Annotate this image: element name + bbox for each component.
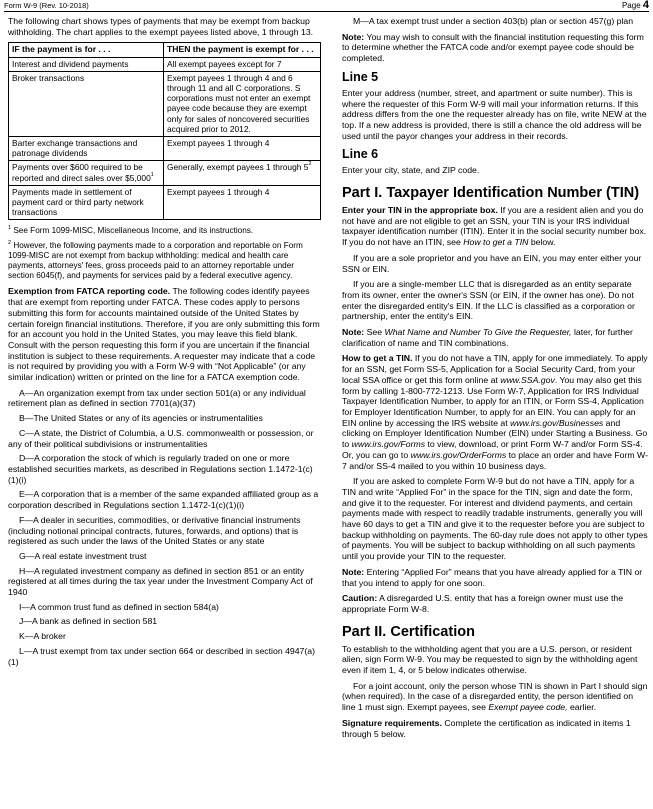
table-cell-exempt: All exempt payees except for 7 (164, 57, 321, 71)
fatca-code-f: F—A dealer in securities, commodities, or derivative financial instruments (including notional principal contracts, futures, forwards, and options) that is registered as such under the laws of the United States or any state (8, 514, 301, 547)
exempt-payments-table (8, 42, 321, 220)
tin-paragraph (342, 205, 648, 248)
table-cell-payment: Payments made in settlement of payment card or third party network transactions (9, 185, 164, 220)
tin-end: below. (530, 237, 556, 248)
note-name-tin (342, 327, 648, 348)
certification-text: To establish to the withholding agent that you are a U.S. person, or resident alien, sign Form W-9. You may be requested to sign by the withholding agent even if item 1, 4, or 5 below indicates otherwise. (342, 643, 638, 676)
fatca-code-a: A—An organization exempt from tax under section 501(a) or any individual retirement plan as defined in section 7701(a)(37) (8, 387, 306, 409)
fatca-code-k: K—A broker (19, 631, 66, 642)
tin-lead: Enter your TIN in the appropriate box. (342, 205, 498, 216)
table-row (9, 185, 321, 220)
tin-text: If you are a resident alien and you do not have and are not eligible to get an SSN, your TIN is your IRS individual taxpayer identification number (ITIN). Enter it in the social security number box. If you do not have an ITIN, see (342, 205, 647, 248)
page-number: 4 (642, 0, 649, 11)
fatca-heading: Exemption from FATCA reporting code. (8, 286, 171, 297)
note-applied (342, 567, 648, 588)
part2-heading: Part II. Certification (342, 623, 475, 640)
how-to-get-tin (342, 353, 648, 471)
line5-text: Enter your address (number, street, and apartment or suite number). This is where the requester of this Form W-9 will mail your information returns. If this address differs from the one the requester already has on file, write NEW at the top. If a new address is provided, there is still a chance the old address will be used until the payor changes your address in their records. (342, 87, 647, 141)
fatca-text: The following codes identify payees that are exempt from reporting under FATCA. These codes apply to persons submitting this form for accounts maintained outside of the United States by certain foreign financial institutions. Therefore, if you are only submitting this form for an account you hold in the United States, you may leave this field blank. Consult with the person requesting this form if you are uncertain if the financial institution is subject to these requirements. A requester may indicate that a code is not required by providing you with a Form W-9 with “Not Applicable” (or any similar indication) written or printed on the line for a FATCA exemption code. (8, 286, 320, 383)
cell-text: Payments over $600 required to be reported and direct sales over $5,000 (12, 162, 151, 183)
fatca-code-b: B—The United States or any of its agencies or instrumentalities (19, 413, 263, 424)
table-cell-exempt: Exempt payees 1 through 4 and 6 through 11 and all C corporations. S corporations must not enter an exempt payee code because they are exempt only for sales of noncovered securities acquired prior to 2012. (164, 71, 321, 136)
howto-text: If you do not have a TIN, apply for one immediately. To apply for an SSN, get Form SS-5, Application for a Social Security Card, from your local SSA office or get this form online at (342, 353, 648, 385)
signature-requirements (342, 718, 648, 739)
fatca-code-l: L—A trust exempt from tax under section 664 or described in section 4947(a)(1) (8, 645, 316, 667)
fatca-code-c: C—A state, the District of Columbia, a U.S. commonwealth or possession, or any of their political subdivisions or instrumentalities (8, 427, 314, 449)
irs-businesses-link[interactable]: www.irs.gov/Businesses (510, 417, 604, 428)
fatca-code-d: D—A corporation the stock of which is regularly traded on one or more established securities markets, as described in Regulations section 1.1472-1(c)(1)(i) (8, 453, 313, 485)
footnote-text: See Form 1099-MISC, Miscellaneous Income, and its instructions. (13, 226, 254, 236)
tin-italic: How to get a TIN (463, 237, 529, 248)
howto-text: . You may also get this form by calling 1-800-772-1213. Use Form W-7, Application for IRS Individual Taxpayer Identification Number, to apply for an ITIN, or Form SS-4, Application for Employer Identification Number, to apply for an EIN. You can apply for an EIN online by accessing the IRS website at (342, 374, 644, 428)
right-column (342, 16, 648, 744)
table-cell-payment (9, 161, 164, 185)
fatca-paragraph (8, 286, 321, 382)
fatca-code-i: I—A common trust fund as defined in section 584(a) (19, 601, 219, 612)
irs-orderforms-link[interactable]: www.irs.gov/OrderForms (410, 449, 507, 460)
note-fatca (342, 32, 648, 64)
sig-text: Complete the certification as indicated in items 1 through 5 below. (342, 717, 631, 739)
footnote-text: However, the following payments made to a corporation and reportable on Form 1099-MISC are not exempt from backup withholding: medical and health care payments, attorneys' fees, gross proceeds paid to an attorney reportable under section 6045(f), and payments for services paid by a federal executive agency. (8, 241, 303, 281)
chart-intro: The following chart shows types of payments that may be exempt from backup withholding. The chart applies to the exempt payees listed above, 1 through 13. (8, 16, 314, 37)
footnote-ref: 2 (308, 161, 312, 168)
table-row (9, 137, 321, 161)
footnote-2 (8, 241, 321, 281)
fatca-code-h: H—A regulated investment company as defined in section 851 or an entity registered at all times during the tax year under the Investment Company Act of 1940 (8, 565, 313, 598)
table-header-exempt: THEN the payment is exempt for . . . (164, 43, 321, 57)
table-row (9, 161, 321, 185)
fatca-code-m: M—A tax exempt trust under a section 403(b) plan or section 457(g) plan (353, 16, 634, 26)
howto-text: and clicking on Employer Identification Number (EIN) under Starting a Business. Go to (342, 417, 648, 450)
part1-heading: Part I. Taxpayer Identification Number (TIN) (342, 185, 640, 202)
caution-paragraph (342, 593, 648, 614)
note-text: You may wish to consult with the financial institution requesting this form to determine whether the FATCA code and/or exempt payee code should be completed. (342, 31, 644, 64)
joint-italic: Exempt payee code, (488, 702, 568, 713)
footnote-1 (8, 226, 321, 236)
joint-account-text (342, 681, 648, 713)
fatca-code-e: E—A corporation that is a member of the same expanded affiliated group as a corporation described in Regulations section 1.1472-1(c)(1)(i) (8, 489, 319, 511)
note-label: Note: (342, 327, 365, 338)
left-column (8, 16, 321, 671)
table-cell-exempt (164, 161, 321, 185)
page-indicator (622, 0, 649, 11)
note-italic: What Name and Number To Give the Requester, (384, 327, 572, 338)
caution-label: Caution: (342, 593, 378, 604)
sole-proprietor-text: If you are a sole proprietor and you have an EIN, you may enter either your SSN or EIN. (342, 252, 642, 274)
howto-text: to place an order and have Form W-7 and/or SS-4 mailed to you within 10 business days. (342, 449, 648, 471)
fatca-code-g: G—A real estate investment trust (19, 550, 147, 561)
table-cell-payment: Interest and dividend payments (9, 57, 164, 71)
applied-for-text: If you are asked to complete Form W-9 but do not have a TIN, apply for a TIN and write “Applied For” in the space for the TIN, sign and date the form, and give it to the requester. For interest and dividend payments, and certain payments made with respect to readily tradable instruments, generally you will have 60 days to get a TIN and give it to the requester before you are subject to backup withholding on payments. The 60-day rule does not apply to other types of payments. You will be subject to backup withholding on all such payments until you provide your TIN to the requester. (342, 476, 648, 562)
table-cell-exempt: Exempt payees 1 through 4 (164, 137, 321, 161)
llc-text: If you are a single-member LLC that is disregarded as an entity separate from its owner, enter the owner's SSN (or EIN, if the owner has one). Do not enter the disregarded entity's EIN. If the LLC is classified as a corporation or partnership, enter the entity's EIN. (342, 279, 635, 322)
footnote-ref: 1 (150, 171, 154, 178)
table-cell-payment: Barter exchange transactions and patronage dividends (9, 137, 164, 161)
table-header-payment: IF the payment is for . . . (9, 43, 164, 57)
table-row (9, 57, 321, 71)
note-label: Note: (342, 566, 365, 577)
note-pre: See (366, 327, 383, 338)
sig-lead: Signature requirements. (342, 717, 442, 728)
ssa-link[interactable]: www.SSA.gov (500, 374, 555, 385)
line5-heading: Line 5 (342, 69, 379, 84)
table-header-row (9, 43, 321, 57)
howto-text: to view, download, or print Form W-7 and/or Form SS-4. Or, you can go to (342, 439, 643, 460)
line6-text: Enter your city, state, and ZIP code. (342, 165, 480, 176)
form-name: Form W-9 (Rev. 10-2018) (4, 1, 89, 10)
footnote-mark: 1 (8, 225, 12, 232)
table-cell-exempt: Exempt payees 1 through 4 (164, 185, 321, 220)
cell-text: Generally, exempt payees 1 through 5 (167, 162, 309, 173)
note-label: Note: (342, 31, 365, 42)
irs-forms-link[interactable]: www.irs.gov/Forms (351, 439, 426, 450)
caution-text: A disregarded U.S. entity that has a foreign owner must use the appropriate Form W-8. (342, 593, 624, 614)
table-row (9, 71, 321, 136)
note-text: Entering “Applied For” means that you have already applied for a TIN or that you intend to apply for one soon. (342, 566, 643, 588)
line6-heading: Line 6 (342, 147, 379, 162)
footnote-mark: 2 (8, 240, 12, 247)
page-header (4, 0, 649, 12)
fatca-code-j: J—A bank as defined in section 581 (19, 616, 158, 627)
joint-end: earlier. (569, 702, 597, 713)
table-cell-payment: Broker transactions (9, 71, 164, 136)
howto-lead: How to get a TIN. (342, 353, 413, 364)
page-word: Page (621, 1, 641, 10)
note-post: later, for further clarification of name and TIN combinations. (342, 327, 633, 348)
joint-text: For a joint account, only the person whose TIN is shown in Part I should sign (when required). In the case of a disregarded entity, the person identified on line 1 must sign. Exempt payees, see (342, 680, 648, 713)
